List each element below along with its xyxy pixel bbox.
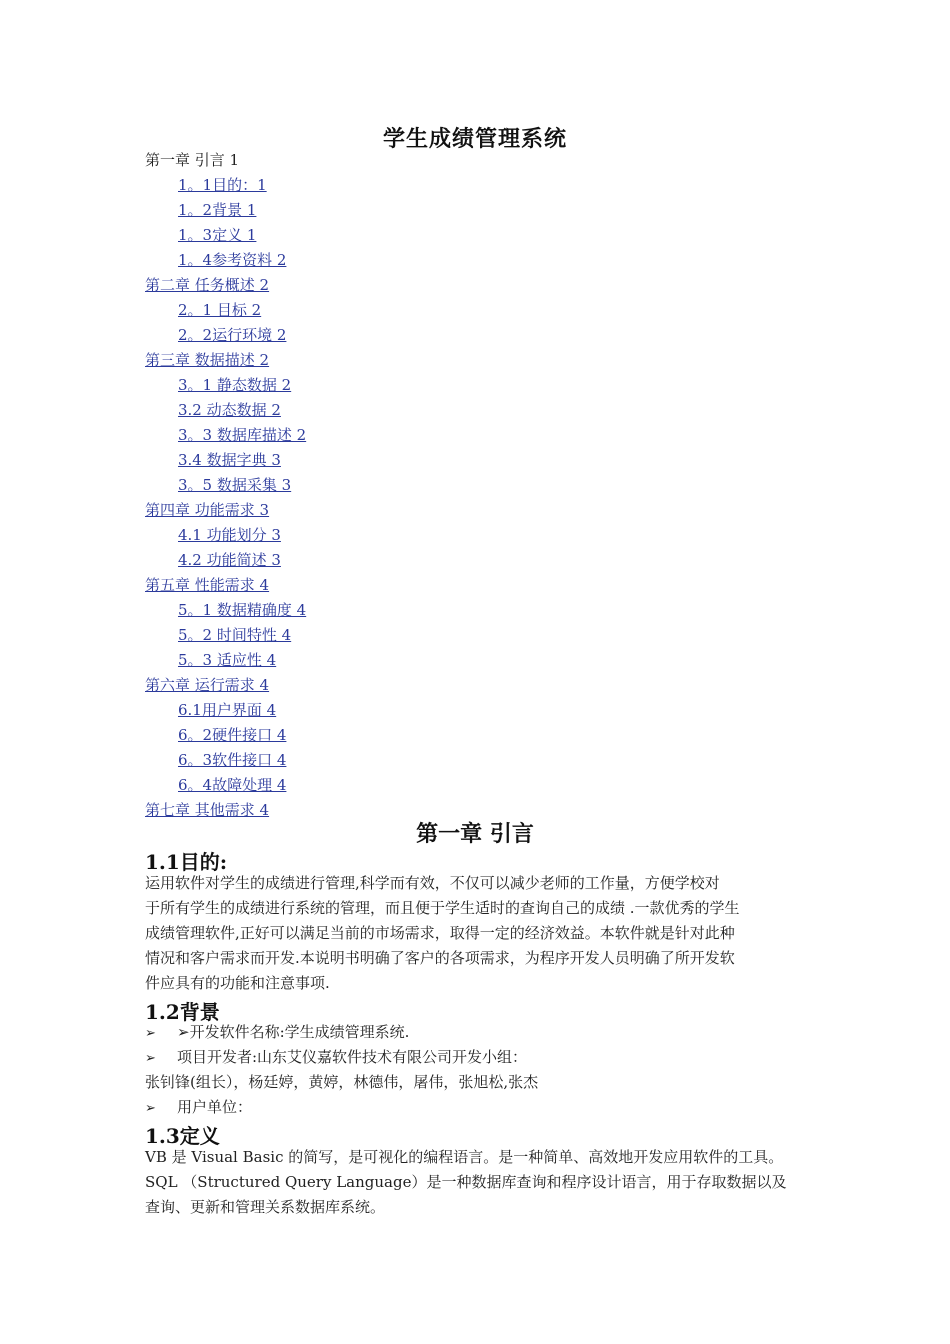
toc-link[interactable]: 4.2 功能简述 3 (178, 551, 281, 569)
toc-item[interactable] (145, 173, 306, 198)
toc-item[interactable] (145, 148, 306, 173)
bullet-text: 用户单位： (177, 1098, 253, 1116)
toc-item[interactable] (145, 498, 306, 523)
toc-item[interactable] (145, 748, 306, 773)
toc-link[interactable]: 6。4故障处理 4 (178, 776, 287, 794)
toc-link[interactable]: 第六章 运行需求 4 (145, 676, 270, 694)
toc-link[interactable]: 5。1 数据精确度 4 (178, 601, 307, 619)
toc-item[interactable] (145, 198, 306, 223)
toc-item[interactable] (145, 298, 306, 323)
section-1-1-paragraph (145, 871, 810, 996)
section-heading-1-1: 1.1目的: (145, 850, 228, 874)
toc-item[interactable] (145, 273, 306, 298)
paragraph-line: 情况和客户需求而开发.本说明书明确了客户的各项需求，为程序开发人员明确了所开发软 (145, 949, 735, 967)
toc-link[interactable]: 5。2 时间特性 4 (178, 626, 292, 644)
toc-link[interactable]: 第七章 其他需求 4 (145, 801, 270, 819)
toc-item[interactable] (145, 723, 306, 748)
toc-link[interactable]: 第二章 任务概述 2 (145, 276, 270, 294)
paragraph-line: VB 是 Visual Basic 的简写，是可视化的编程语言。是一种简单、高效地开发应用软件的工具。 (145, 1148, 784, 1166)
bullet-item (145, 1045, 810, 1070)
section-heading-1-2: 1.2背景 (145, 1000, 220, 1024)
toc-item[interactable] (145, 423, 306, 448)
section-1-3-paragraph (145, 1145, 810, 1220)
toc-item[interactable] (145, 598, 306, 623)
toc-item[interactable] (145, 773, 306, 798)
toc-item[interactable] (145, 673, 306, 698)
toc-link[interactable]: 第三章 数据描述 2 (145, 351, 270, 369)
toc-item[interactable] (145, 323, 306, 348)
toc-link[interactable]: 4.1 功能划分 3 (178, 526, 281, 544)
toc-item[interactable] (145, 223, 306, 248)
toc-link[interactable]: 1。4参考资料 2 (178, 251, 287, 269)
toc-link[interactable]: 2。1 目标 2 (178, 301, 262, 319)
toc-link[interactable]: 1。1目的：1 (178, 176, 267, 194)
toc-link[interactable]: 3。5 数据采集 3 (178, 476, 292, 494)
bullet-text: ➢开发软件名称:学生成绩管理系统. (177, 1023, 410, 1041)
toc-link[interactable]: 第四章 功能需求 3 (145, 501, 270, 519)
table-of-contents (145, 148, 306, 823)
toc-link[interactable]: 5。3 适应性 4 (178, 651, 277, 669)
bullet-item (145, 1095, 810, 1120)
toc-link[interactable]: 6。3软件接口 4 (178, 751, 287, 769)
toc-link[interactable]: 2。2运行环境 2 (178, 326, 287, 344)
toc-item[interactable] (145, 623, 306, 648)
toc-item[interactable] (145, 548, 306, 573)
toc-item[interactable] (145, 448, 306, 473)
toc-item[interactable] (145, 698, 306, 723)
toc-link[interactable]: 第一章 引言 1 (145, 151, 240, 169)
toc-link[interactable]: 第五章 性能需求 4 (145, 576, 270, 594)
toc-item[interactable] (145, 573, 306, 598)
section-heading-1-3: 1.3定义 (145, 1124, 220, 1148)
toc-item[interactable] (145, 523, 306, 548)
toc-link[interactable]: 3.2 动态数据 2 (178, 401, 281, 419)
toc-link[interactable]: 6.1用户界面 4 (178, 701, 277, 719)
toc-link[interactable]: 1。3定义 1 (178, 226, 257, 244)
toc-item[interactable] (145, 248, 306, 273)
toc-item[interactable] (145, 648, 306, 673)
toc-item[interactable] (145, 473, 306, 498)
paragraph-line: SQL （Structured Query Language）是一种数据库查询和程序设计语言，用于存取数据以及 (145, 1173, 787, 1191)
toc-link[interactable]: 3。3 数据库描述 2 (178, 426, 307, 444)
toc-item[interactable] (145, 373, 306, 398)
paragraph-line: 运用软件对学生的成绩进行管理,科学而有效，不仅可以减少老师的工作量，方便学校对 (145, 874, 720, 892)
team-members: 张钊锋(组长），杨廷婷，黄婷，林德伟，屠伟，张旭松,张杰 (145, 1073, 539, 1091)
toc-item[interactable] (145, 398, 306, 423)
arrow-bullet-icon: ➢ (145, 1026, 156, 1041)
toc-link[interactable]: 3。1 静态数据 2 (178, 376, 292, 394)
section-1-2-content (145, 1020, 810, 1120)
arrow-bullet-icon: ➢ (145, 1101, 156, 1116)
document-title: 学生成绩管理系统 (382, 126, 567, 152)
toc-link[interactable]: 3.4 数据字典 3 (178, 451, 281, 469)
arrow-bullet-icon: ➢ (145, 1051, 156, 1066)
paragraph-line: 于所有学生的成绩进行系统的管理，而且便于学生适时的查询自己的成绩 .一款优秀的学生 (145, 899, 740, 917)
paragraph-line: 件应具有的功能和注意事项. (145, 974, 330, 992)
toc-link[interactable]: 1。2背景 1 (178, 201, 257, 219)
chapter-heading: 第一章 引言 (416, 821, 534, 847)
toc-item[interactable] (145, 348, 306, 373)
toc-link[interactable]: 6。2硬件接口 4 (178, 726, 287, 744)
paragraph-line: 成绩管理软件,正好可以满足当前的市场需求，取得一定的经济效益。本软件就是针对此种 (145, 924, 735, 942)
bullet-item (145, 1020, 810, 1045)
bullet-text: 项目开发者:山东艾仪嘉软件技术有限公司开发小组： (177, 1048, 528, 1066)
paragraph-line: 查询、更新和管理关系数据库系统。 (145, 1198, 386, 1216)
